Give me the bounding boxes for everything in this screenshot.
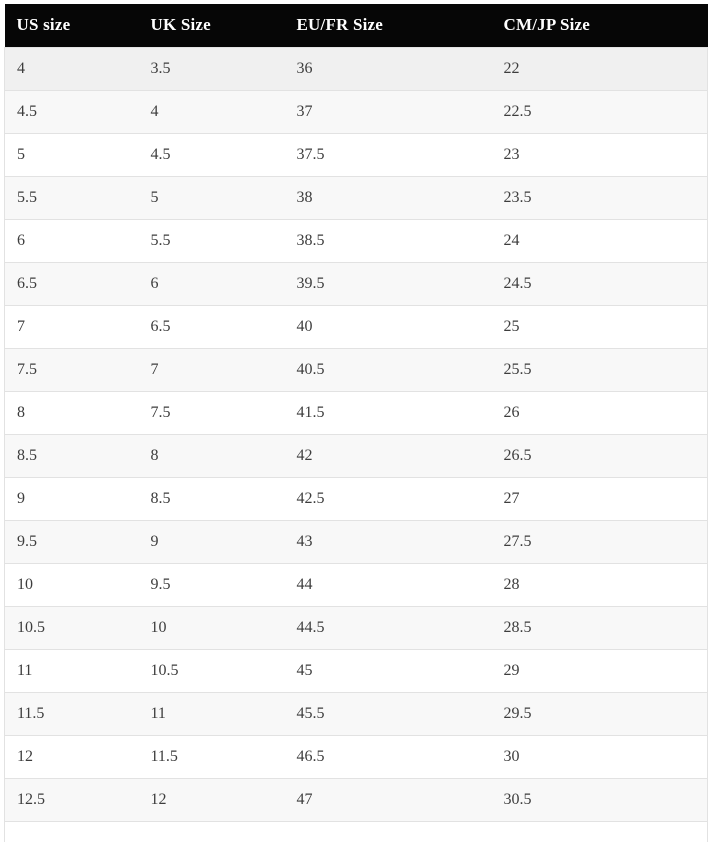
- cell-uk-size: 5.5: [139, 219, 285, 262]
- cell-eu-fr-size: 44.5: [285, 606, 492, 649]
- cell-eu-fr-size: 38: [285, 176, 492, 219]
- cell-us-size: 7.5: [5, 348, 139, 391]
- cell-eu-fr-size: 47: [285, 778, 492, 821]
- cell-us-size: 10.5: [5, 606, 139, 649]
- cell-eu-fr-size: 37: [285, 90, 492, 133]
- cell-eu-fr-size: [285, 821, 492, 842]
- table-row: [5, 477, 708, 520]
- cell-eu-fr-size: 41.5: [285, 391, 492, 434]
- column-header-us-size: US size: [5, 4, 139, 47]
- cell-eu-fr-size: 46.5: [285, 735, 492, 778]
- cell-eu-fr-size: 36: [285, 47, 492, 90]
- column-header-eu-fr-size: EU/FR Size: [285, 4, 492, 47]
- cell-cm-jp-size: 26: [492, 391, 708, 434]
- cell-cm-jp-size: 30.5: [492, 778, 708, 821]
- cell-cm-jp-size: 25.5: [492, 348, 708, 391]
- cell-eu-fr-size: 42: [285, 434, 492, 477]
- cell-cm-jp-size: 30: [492, 735, 708, 778]
- table-row-partial: [5, 821, 708, 842]
- cell-us-size: 8.5: [5, 434, 139, 477]
- cell-uk-size: 6: [139, 262, 285, 305]
- cell-us-size: 4.5: [5, 90, 139, 133]
- cell-uk-size: 7: [139, 348, 285, 391]
- cell-eu-fr-size: 39.5: [285, 262, 492, 305]
- table-row: [5, 348, 708, 391]
- cell-eu-fr-size: 40.5: [285, 348, 492, 391]
- cell-uk-size: 4.5: [139, 133, 285, 176]
- cell-cm-jp-size: 29.5: [492, 692, 708, 735]
- cell-eu-fr-size: 43: [285, 520, 492, 563]
- table-body: [5, 47, 708, 842]
- cell-us-size: 9.5: [5, 520, 139, 563]
- cell-cm-jp-size: 24.5: [492, 262, 708, 305]
- cell-cm-jp-size: 22.5: [492, 90, 708, 133]
- cell-cm-jp-size: 24: [492, 219, 708, 262]
- shoe-size-conversion-table: [4, 4, 708, 842]
- table-header-row: [5, 4, 708, 47]
- cell-uk-size: 12: [139, 778, 285, 821]
- cell-us-size: 12: [5, 735, 139, 778]
- table-header: [5, 4, 708, 47]
- cell-cm-jp-size: 22: [492, 47, 708, 90]
- cell-cm-jp-size: 29: [492, 649, 708, 692]
- cell-cm-jp-size: 28: [492, 563, 708, 606]
- cell-us-size: 6: [5, 219, 139, 262]
- table-row: [5, 90, 708, 133]
- cell-uk-size: 8: [139, 434, 285, 477]
- table-row: [5, 563, 708, 606]
- cell-us-size: 4: [5, 47, 139, 90]
- table-row: [5, 649, 708, 692]
- table-row: [5, 434, 708, 477]
- table-row: [5, 176, 708, 219]
- cell-eu-fr-size: 42.5: [285, 477, 492, 520]
- cell-eu-fr-size: 45: [285, 649, 492, 692]
- cell-us-size: 5: [5, 133, 139, 176]
- cell-cm-jp-size: 23: [492, 133, 708, 176]
- cell-cm-jp-size: 27.5: [492, 520, 708, 563]
- cell-uk-size: 11.5: [139, 735, 285, 778]
- cell-uk-size: 11: [139, 692, 285, 735]
- cell-cm-jp-size: 25: [492, 305, 708, 348]
- cell-eu-fr-size: 45.5: [285, 692, 492, 735]
- column-header-cm-jp-size: CM/JP Size: [492, 4, 708, 47]
- table-row: [5, 391, 708, 434]
- table-row: [5, 520, 708, 563]
- cell-us-size: 12.5: [5, 778, 139, 821]
- cell-us-size: 8: [5, 391, 139, 434]
- cell-us-size: 6.5: [5, 262, 139, 305]
- cell-us-size: 11: [5, 649, 139, 692]
- cell-cm-jp-size: 27: [492, 477, 708, 520]
- table-row: [5, 305, 708, 348]
- table-row: [5, 219, 708, 262]
- cell-uk-size: 4: [139, 90, 285, 133]
- cell-us-size: 7: [5, 305, 139, 348]
- table-row: [5, 133, 708, 176]
- cell-us-size: 11.5: [5, 692, 139, 735]
- cell-uk-size: [139, 821, 285, 842]
- cell-eu-fr-size: 38.5: [285, 219, 492, 262]
- table-row: [5, 692, 708, 735]
- cell-cm-jp-size: [492, 821, 708, 842]
- cell-uk-size: 7.5: [139, 391, 285, 434]
- cell-uk-size: 5: [139, 176, 285, 219]
- cell-eu-fr-size: 40: [285, 305, 492, 348]
- table-row: [5, 47, 708, 90]
- cell-uk-size: 8.5: [139, 477, 285, 520]
- table-row: [5, 735, 708, 778]
- table-row: [5, 778, 708, 821]
- cell-uk-size: 9.5: [139, 563, 285, 606]
- cell-uk-size: 10: [139, 606, 285, 649]
- cell-uk-size: 3.5: [139, 47, 285, 90]
- cell-uk-size: 9: [139, 520, 285, 563]
- cell-us-size: 10: [5, 563, 139, 606]
- cell-uk-size: 10.5: [139, 649, 285, 692]
- cell-us-size: 5.5: [5, 176, 139, 219]
- cell-cm-jp-size: 23.5: [492, 176, 708, 219]
- cell-eu-fr-size: 44: [285, 563, 492, 606]
- table-row: [5, 606, 708, 649]
- cell-uk-size: 6.5: [139, 305, 285, 348]
- cell-eu-fr-size: 37.5: [285, 133, 492, 176]
- table-row: [5, 262, 708, 305]
- cell-cm-jp-size: 28.5: [492, 606, 708, 649]
- column-header-uk-size: UK Size: [139, 4, 285, 47]
- cell-us-size: 9: [5, 477, 139, 520]
- cell-cm-jp-size: 26.5: [492, 434, 708, 477]
- cell-us-size: [5, 821, 139, 842]
